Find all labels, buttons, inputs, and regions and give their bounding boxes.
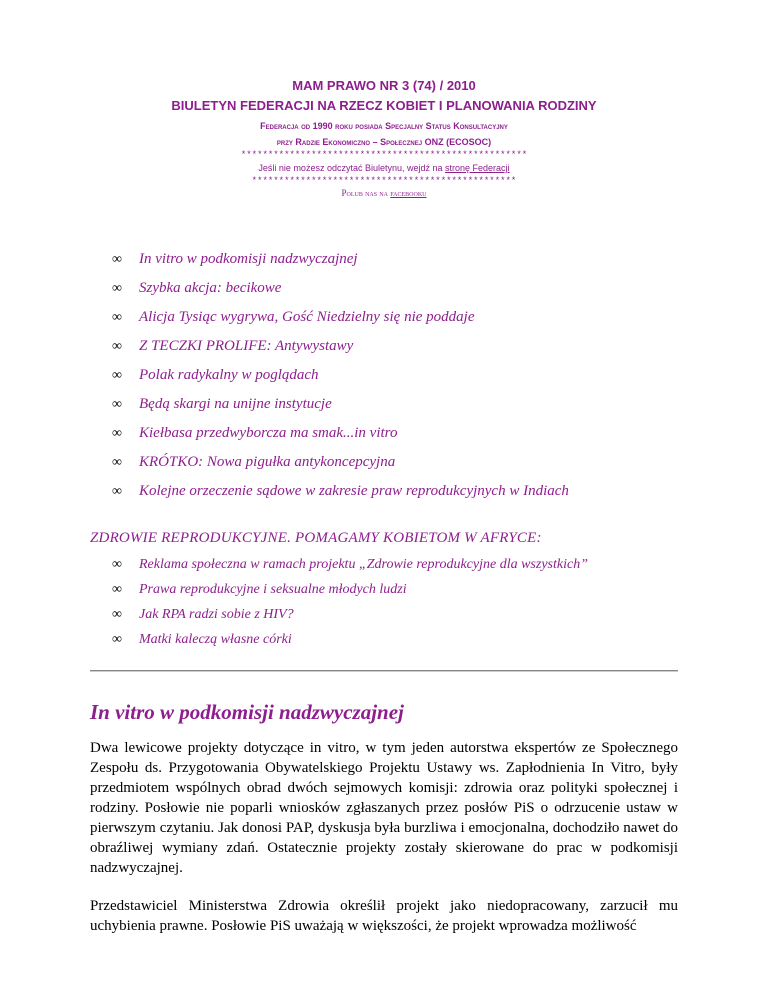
toc-item[interactable]: [112, 419, 569, 448]
toc-item-label: KRÓTKO: Nowa pigułka antykoncepcyjna: [139, 454, 396, 470]
toc-item[interactable]: [112, 477, 569, 506]
federation-link[interactable]: stronę Federacji: [445, 163, 510, 173]
infinity-bullet-icon: ∞: [112, 281, 122, 296]
infinity-bullet-icon: ∞: [112, 339, 122, 354]
infinity-bullet-icon: ∞: [112, 397, 122, 412]
infinity-bullet-icon: ∞: [112, 632, 122, 647]
toc-item-label: In vitro w podkomisji nadzwyczajnej: [139, 251, 358, 267]
bulletin-title: MAM PRAWO NR 3 (74) / 2010: [292, 78, 476, 93]
article-paragraph: Przedstawiciel Ministerstwa Zdrowia określił projekt jako niedopracowany, zarzucił mu uchybienia prawne. Posłowie PiS uważają w większości, że projekt wprowadza możliwość: [90, 898, 678, 934]
article-paragraph: Dwa lewicowe projekty dotyczące in vitro, w tym jeden autorstwa ekspertów ze Społecznego Zespołu ds. Przygotowania Obywatelskiego Projektu Ustawy ws. Zapłodnienia In Vitro, były przedmiotem wspólnych obrad dwóch sejmowych komisji: zdrowia oraz polityki społecznej i rodziny. Posłowie nie poparli wniosków zgłaszanych przez posłów PiS o odrzucenie ustaw w pierwszym czytaniu. Jak donosi PAP, dyskusja była burzliwa i emocjonalna, dochodziło nawet do obraźliwej wymiany zdań. Ostatecznie projekty zostały skierowane do prac w podkomisji nadzwyczajnej.: [90, 740, 678, 876]
article-title: In vitro w podkomisji nadzwyczajnej: [90, 700, 404, 724]
toc-item-label: Szybka akcja: becikowe: [139, 280, 282, 296]
status-line-1: Federacja od 1990 roku posiada Specjalny Status Konsultacyjny: [260, 121, 508, 131]
horizontal-rule: [90, 670, 678, 672]
section-item[interactable]: [112, 627, 588, 652]
infinity-bullet-icon: ∞: [112, 310, 122, 325]
infinity-bullet-icon: ∞: [112, 607, 122, 622]
toc-item[interactable]: [112, 332, 569, 361]
read-note: [0, 160, 768, 176]
section-item[interactable]: [112, 577, 588, 602]
stars-divider-2: *************************************************: [251, 176, 517, 186]
facebook-link[interactable]: facebooku: [390, 188, 427, 198]
toc-item-label: Kiełbasa przedwyborcza ma smak...in vitro: [139, 425, 398, 441]
toc-item-label: Polak radykalny w poglądach: [139, 367, 319, 383]
like-prefix: Polub nas na: [341, 188, 389, 198]
stars-divider-1: *****************************************************: [240, 150, 528, 160]
bulletin-header: [0, 76, 768, 200]
toc-item[interactable]: [112, 390, 569, 419]
infinity-bullet-icon: ∞: [112, 368, 122, 383]
section-heading: ZDROWIE REPRODUKCYJNE. POMAGAMY KOBIETOM W AFRYCE:: [90, 530, 542, 546]
like-line: [0, 186, 768, 200]
toc-item[interactable]: [112, 303, 569, 332]
toc-item[interactable]: [112, 274, 569, 303]
toc-item[interactable]: [112, 245, 569, 274]
section-item-label: Prawa reprodukcyjne i seksualne młodych ludzi: [139, 582, 407, 597]
table-of-contents: [112, 245, 569, 506]
infinity-bullet-icon: ∞: [112, 557, 122, 572]
infinity-bullet-icon: ∞: [112, 582, 122, 597]
infinity-bullet-icon: ∞: [112, 426, 122, 441]
status-line-2: przy Radzie Ekonomiczno – Społecznej ONZ (ECOSOC): [276, 137, 492, 147]
infinity-bullet-icon: ∞: [112, 484, 122, 499]
toc-item-label: Z TECZKI PROLIFE: Antywystawy: [139, 338, 354, 354]
toc-item[interactable]: [112, 448, 569, 477]
bulletin-subtitle: BIULETYN FEDERACJI NA RZECZ KOBIET I PLANOWANIA RODZINY: [171, 98, 597, 113]
toc-item-label: Kolejne orzeczenie sądowe w zakresie praw reprodukcyjnych w Indiach: [139, 483, 569, 499]
section-item[interactable]: [112, 602, 588, 627]
infinity-bullet-icon: ∞: [112, 252, 122, 267]
toc-item[interactable]: [112, 361, 569, 390]
section-item-label: Jak RPA radzi sobie z HIV?: [139, 607, 294, 622]
toc-item-label: Będą skargi na unijne instytucje: [139, 396, 332, 412]
infinity-bullet-icon: ∞: [112, 455, 122, 470]
section-list: [112, 552, 588, 652]
section-item-label: Matki kaleczą własne córki: [139, 632, 292, 647]
section-item-label: Reklama społeczna w ramach projektu „Zdrowie reprodukcyjne dla wszystkich”: [139, 557, 588, 572]
toc-item-label: Alicja Tysiąc wygrywa, Gość Niedzielny się nie poddaje: [139, 309, 475, 325]
read-note-text: Jeśli nie możesz odczytać Biuletynu, wejdź na: [258, 163, 443, 173]
section-item[interactable]: [112, 552, 588, 577]
